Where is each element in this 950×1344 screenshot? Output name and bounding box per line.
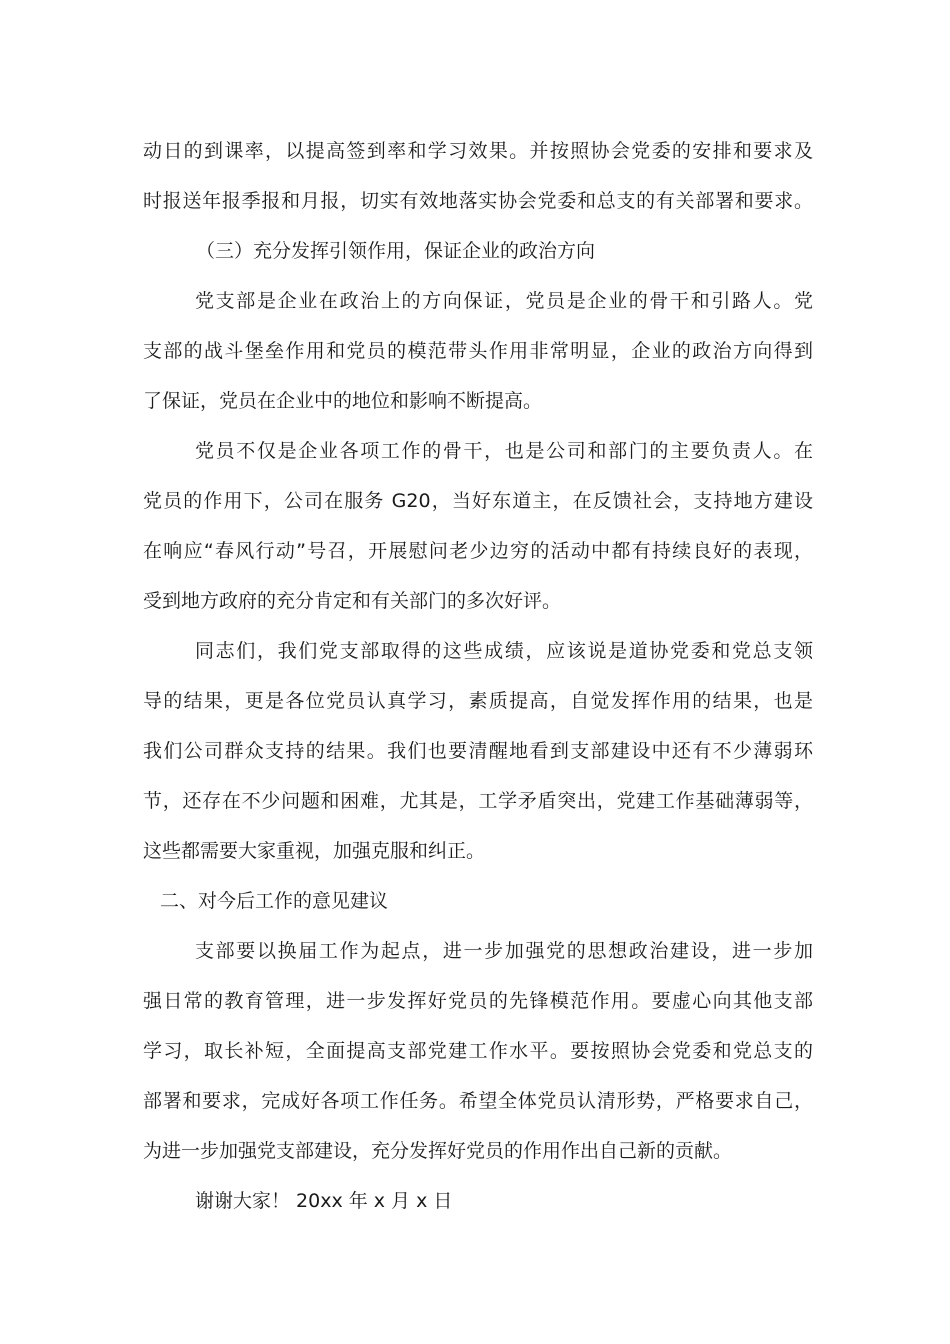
section-subheading: （三）充分发挥引领作用，保证企业的政治方向 — [196, 240, 596, 262]
paragraph-line: 这些都需要大家重视，加强克服和纠正。 — [143, 840, 486, 862]
paragraph-line: 时报送年报季报和月报，切实有效地落实协会党委和总支的有关部署和要求。 — [143, 190, 813, 212]
paragraph-line: 动日的到课率，以提高签到率和学习效果。并按照协会党委的安排和要求及 — [143, 140, 813, 162]
paragraph-line: 支部的战斗堡垒作用和党员的模范带头作用非常明显，企业的政治方向得到 — [143, 340, 813, 362]
paragraph-line: 党支部是企业在政治上的方向保证，党员是企业的骨干和引路人。党 — [195, 290, 813, 312]
paragraph-line: 导的结果，更是各位党员认真学习，素质提高，自觉发挥作用的结果，也是 — [143, 690, 813, 712]
paragraph-line: 党员不仅是企业各项工作的骨干，也是公司和部门的主要负责人。在 — [195, 440, 813, 462]
paragraph-line: 了保证，党员在企业中的地位和影响不断提高。 — [143, 390, 543, 412]
document-body — [143, 126, 813, 1226]
paragraph-line: 在响应“春风行动”号召，开展慰问老少边穷的活动中都有持续良好的表现， — [143, 540, 813, 562]
paragraph-line: 节，还存在不少问题和困难，尤其是，工学矛盾突出，党建工作基础薄弱等， — [143, 790, 813, 812]
paragraph-line: 受到地方政府的充分肯定和有关部门的多次好评。 — [143, 590, 562, 612]
closing-line: 谢谢大家！ 20xx 年 x 月 x 日 — [195, 1190, 453, 1212]
paragraph-line: 学习，取长补短，全面提高支部党建工作水平。要按照协会党委和党总支的 — [143, 1040, 813, 1062]
paragraph-line: 部署和要求，完成好各项工作任务。希望全体党员认清形势，严格要求自己， — [143, 1090, 813, 1112]
paragraph-line: 我们公司群众支持的结果。我们也要清醒地看到支部建设中还有不少薄弱环 — [143, 740, 813, 762]
paragraph-line: 同志们，我们党支部取得的这些成绩，应该说是道协党委和党总支领 — [195, 640, 813, 662]
paragraph-line: 为进一步加强党支部建设，充分发挥好党员的作用作出自己新的贡献。 — [143, 1140, 733, 1162]
paragraph-line: 党员的作用下，公司在服务 G20，当好东道主，在反馈社会，支持地方建设 — [143, 490, 813, 512]
paragraph-line: 强日常的教育管理，进一步发挥好党员的先锋模范作用。要虚心向其他支部 — [143, 990, 813, 1012]
paragraph-line: 支部要以换届工作为起点，进一步加强党的思想政治建设，进一步加 — [195, 940, 813, 962]
section-heading: 二、对今后工作的意见建议 — [160, 890, 389, 912]
